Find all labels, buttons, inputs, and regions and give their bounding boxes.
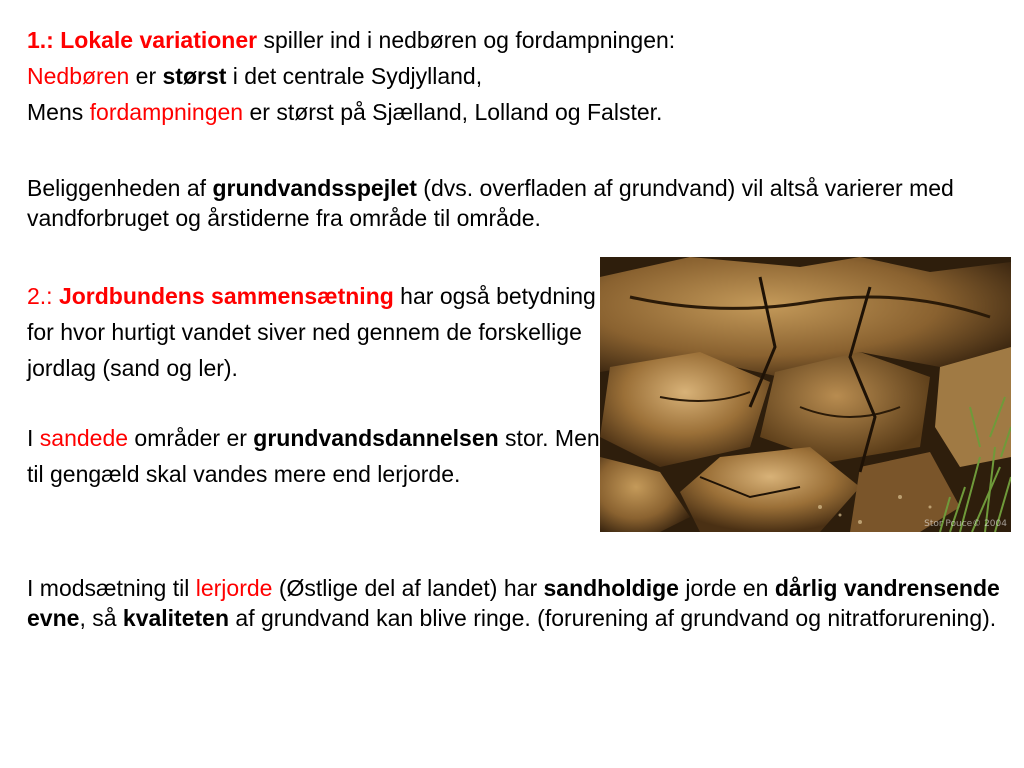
- paragraph-groundwater-table: [27, 173, 1002, 233]
- term-groundwater-table: grundvandsspejlet: [212, 175, 417, 201]
- text-fragment: jorde en: [678, 575, 775, 601]
- term-sandy-soils: sandholdige: [543, 575, 679, 601]
- point-number-2: 2.:: [27, 283, 53, 309]
- text-fragment: spiller ind i nedbøren og fordampningen:: [257, 27, 676, 53]
- text-fragment: er: [129, 63, 163, 89]
- term-precipitation: Nedbøren: [27, 63, 130, 89]
- text-fragment: stor. Men til gengæld skal vandes mere end lerjorde.: [27, 425, 600, 487]
- text-fragment: (dvs. overfladen af grundvand) vil altså varierer med vandforbruget og årstiderne fra område til område.: [27, 175, 954, 231]
- photo-credit: Stor Pouce© 2004: [924, 519, 1007, 529]
- line-local-variations: [27, 22, 675, 58]
- term-largest: størst: [162, 63, 227, 89]
- text-fragment: I modsætning til: [27, 575, 196, 601]
- term-quality: kvaliteten: [122, 605, 230, 631]
- paragraph-precipitation: [27, 22, 675, 130]
- text-fragment: I: [27, 425, 40, 451]
- term-evaporation: fordampningen: [89, 99, 244, 125]
- term-groundwater-formation: grundvandsdannelsen: [253, 425, 499, 451]
- heading-soil-composition: Jordbundens sammensætning: [58, 283, 394, 309]
- text-fragment: Mens: [27, 99, 90, 125]
- text-fragment: Beliggenheden af: [27, 175, 213, 201]
- text-fragment: af grundvand kan blive ringe. (forurening af grundvand og nitratforurening).: [229, 605, 997, 631]
- text-fragment: er størst på Sjælland, Lolland og Falster.: [243, 99, 663, 125]
- text-fragment: , så: [79, 605, 123, 631]
- paragraph-clay-soils: [27, 573, 1002, 633]
- text-fragment: områder er: [128, 425, 254, 451]
- paragraph-sandy-areas: [27, 420, 602, 492]
- text-fragment: har også betydning for hvor hurtigt vandet siver ned gennem de forskellige jordlag (sand og ler).: [27, 283, 596, 381]
- point-number-1: 1.:: [27, 27, 54, 53]
- term-sandy: sandede: [39, 425, 129, 451]
- line-evaporation: [27, 94, 675, 130]
- text-fragment: i det centrale Sydjylland,: [226, 63, 483, 89]
- paragraph-soil-composition: [27, 278, 597, 386]
- soil-clods-illustration: [600, 257, 1011, 532]
- term-clay-soils: lerjorde: [195, 575, 273, 601]
- term-poor-purification: dårlig vandrensende evne: [27, 575, 1000, 631]
- heading-local-variations: Lokale variationer: [60, 27, 258, 53]
- line-precipitation: [27, 58, 675, 94]
- soil-photo: [600, 257, 1011, 532]
- text-fragment: (Østlige del af landet) har: [272, 575, 544, 601]
